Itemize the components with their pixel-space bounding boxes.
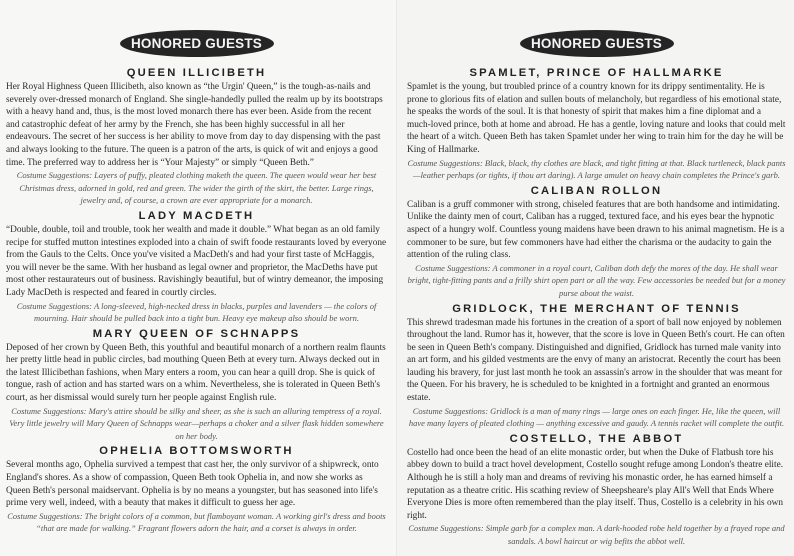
costume-suggestions: Costume Suggestions: Simple garb for a complex man. A dark-hooded robe held together by a frayed rope and sandals. A bowl haircut or wig befits the abbot well.	[408, 523, 785, 546]
guest-name: LADY MACDETH	[138, 209, 255, 222]
costume-suggestions: Costume Suggestions: A commoner in a royal court, Caliban doth defy the mores of the day. He shall wear bright, tight-fitting pants and a frilly shirt open part or all the way. Few accessories be needed but for a money purse about the waist.	[407, 262, 786, 298]
guest-description: “Double, double, toil and trouble, took her wealth and made it double.” What began as an old family recipe for stuffed mutton intestines exploded into a chain of swift foode restaurants loved by everyone from the Gauls to the Celts. Once you've visited a MacDeth's and had your first taste of McHaggis, you will never be the same. With her husband as legal owner and proprietor, the MacDeths have put most other restaurateurs out of business. Ravishingly beautiful, but of wintry demeanor, the imposing Lady MacDeth is respected and feared in courtly circles.	[6, 224, 387, 298]
guest-entry	[407, 185, 786, 300]
right-page	[397, 0, 794, 556]
guest-description: Costello had once been the head of an elite monastic order, but when the Duke of Flatbush tore his abbey down to build a tract hovel development, Costello sought refuge among London's theatre elite. Although he is still a holy man and dreams of reviving his monastic order, he has earned himself a reputation as a theatre critic. His scathing review of Sheepsheare's play All's Well that Ends Where Everyone Dies is more often remembered than the play itself. Thus, Costello is a celebrity in his own right.	[407, 447, 784, 521]
guest-name: GRIDLOCK, THE MERCHANT OF TENNIS	[452, 302, 741, 315]
honored-guests-banner: HONORED GUESTS	[520, 30, 674, 57]
guest-description: This shrewd tradesman made his fortunes in the creation of a sport of ball now enjoyed by noblemen throughout the land. Rumor has it, however, that the score is love in Queen Beth's court. He can often be seen in Queen Beth's company. Distinguished and dignified, Gridlock has turned male vanity into an art form, and his gilded vestments are the envy of many an aristocrat. Recently the court has been lauding his bravery, for just last month he took an assassin's arrow in the shoulder that was meant for the Queen. For his bravery, he is scheduled to be knighted in a fortnight and granted an enormous estate.	[407, 317, 785, 404]
guest-name: COSTELLO, THE ABBOT	[509, 432, 684, 445]
guest-name: OPHELIA BOTTOMSWORTH	[99, 445, 294, 458]
guest-description: Caliban is a gruff commoner with strong, chiseled features that are both handsome and intimidating. Unlike the dainty men of court, Caliban has a rugged, textured face, and his eyes bear the hypnotic aspect of a hungry wolf. Countless young maidens have been drawn to his animal magnetism. He is a commoner to be sure, but few commoners have had either the charisma or the audacity to gain the attention of the ruling class.	[407, 199, 785, 261]
guest-description: Her Royal Highness Queen Illicibeth, also known as “the Urgin' Queen,” is the tough-as-nails and severely over-dressed monarch of England. She single-handedly pulled the realm up by its bootstraps with a heavy hand and, thus, is the most loved monarch there has ever been. Aside from the recent and catastrophic defeat of her army by the French, she has been highly successful in all her endeavours. The secret of her success is her ability to move from day to day dispensing with the past and always looking to the future. The queen is a patron of the arts, is quick of wit and enjoys a good time. The preferred way to address her is “Your Majesty” or simply “Queen Beth.”	[6, 82, 383, 168]
guest-entry	[6, 328, 387, 443]
honored-guests-banner: HONORED GUESTS	[120, 30, 274, 57]
guest-entry	[6, 210, 387, 325]
guest-description: Deposed of her crown by Queen Beth, this youthful and beautiful monarch of a northern realm flaunts her pretty little head in public circles, bad mouthing Queen Beth at every turn. Always decked out in the latest Illicibethan fashions, when Mary enters a room, you can hear a quill drop. She is quick of tongue, rash of action and has started wars on a whim. Nevertheless, she is tolerated in Queen Beth's court, as her dismissal would surely turn her people against English rule.	[6, 342, 386, 404]
costume-suggestions: Costume Suggestions: Mary's attire should be silky and sheer, as she is such an alluring temptress of a royal. Very little jewelry will Mary Queen of Schnapps wear—perhaps a choker and a silver flask hidden somewhere on her body.	[9, 405, 384, 441]
guest-entry	[6, 445, 387, 535]
guest-entry	[407, 67, 786, 182]
guest-entry	[407, 433, 786, 548]
guest-name: MARY QUEEN OF SCHNAPPS	[92, 327, 301, 340]
costume-suggestions: Costume Suggestions: Black, black, thy clothes are black, and tight fitting at that. Black turtleneck, black pants—leather perhaps (or tights, if thou art daring). A large amulet on heavy chain completes the Prince's garb.	[407, 157, 786, 181]
guest-entry	[6, 67, 387, 207]
guest-description: Spamlet is the young, but troubled prince of a country known for its drippy sentimentality. He is prone to glorious fits of elation and sullen bouts of melancholy, but regardless of his emotional state, he speaks the words of the soul. It is that honesty of spirit that makes him a fine diplomat and a much-loved prince, both at home and abroad. He has a gentle, loving nature and looks that could melt the heart of a witch. Queen Beth has taken Spamlet under her wing to train him for the day he will be King of Hallmarke.	[407, 82, 786, 155]
guest-name: QUEEN ILLICIBETH	[126, 67, 267, 79]
guest-description: Several months ago, Ophelia survived a tempest that cast her, the only survivor of a shipwreck, onto England's shores. As a show of compassion, Queen Beth took Ophelia in, and now she works as Queen Beth's personal maidservant. Ophelia is by no means a youngster, but has seasoned into life's prime very well, indeed, with a beauty that makes it difficult to guess her age.	[6, 460, 379, 509]
guest-name: SPAMLET, PRINCE OF HALLMARKE	[469, 67, 724, 79]
costume-suggestions: Costume Suggestions: The bright colors of a common, but flamboyant woman. A working girl's dress and boots “that are made for walking.” Fragrant flowers adorn the hair, and a corset is always in order.	[7, 510, 386, 534]
costume-suggestions: Costume Suggestions: Gridlock is a man of many rings — large ones on each finger. He, like the queen, will have many layers of pleated clothing — anything excessive and gaudy. A tennis racket will complete the outfit.	[408, 405, 785, 429]
guest-name: CALIBAN ROLLON	[530, 184, 663, 197]
guest-entry	[407, 303, 786, 430]
costume-suggestions: Costume Suggestions: Layers of puffy, pleated clothing maketh the queen. The queen would wear her best Christmas dress, adorned in gold, red and green. The wider the girth of the skirt, the better. Large rings, jewelry and, of course, a crown are ever appropriate for a monarch.	[16, 170, 377, 206]
costume-suggestions: Costume Suggestions: A long-sleeved, high-necked dress in blacks, purples and lavenders — the colors of mourning. Hair should be pulled back into a tight bun. Heavy eye makeup also should be worn.	[16, 300, 377, 324]
